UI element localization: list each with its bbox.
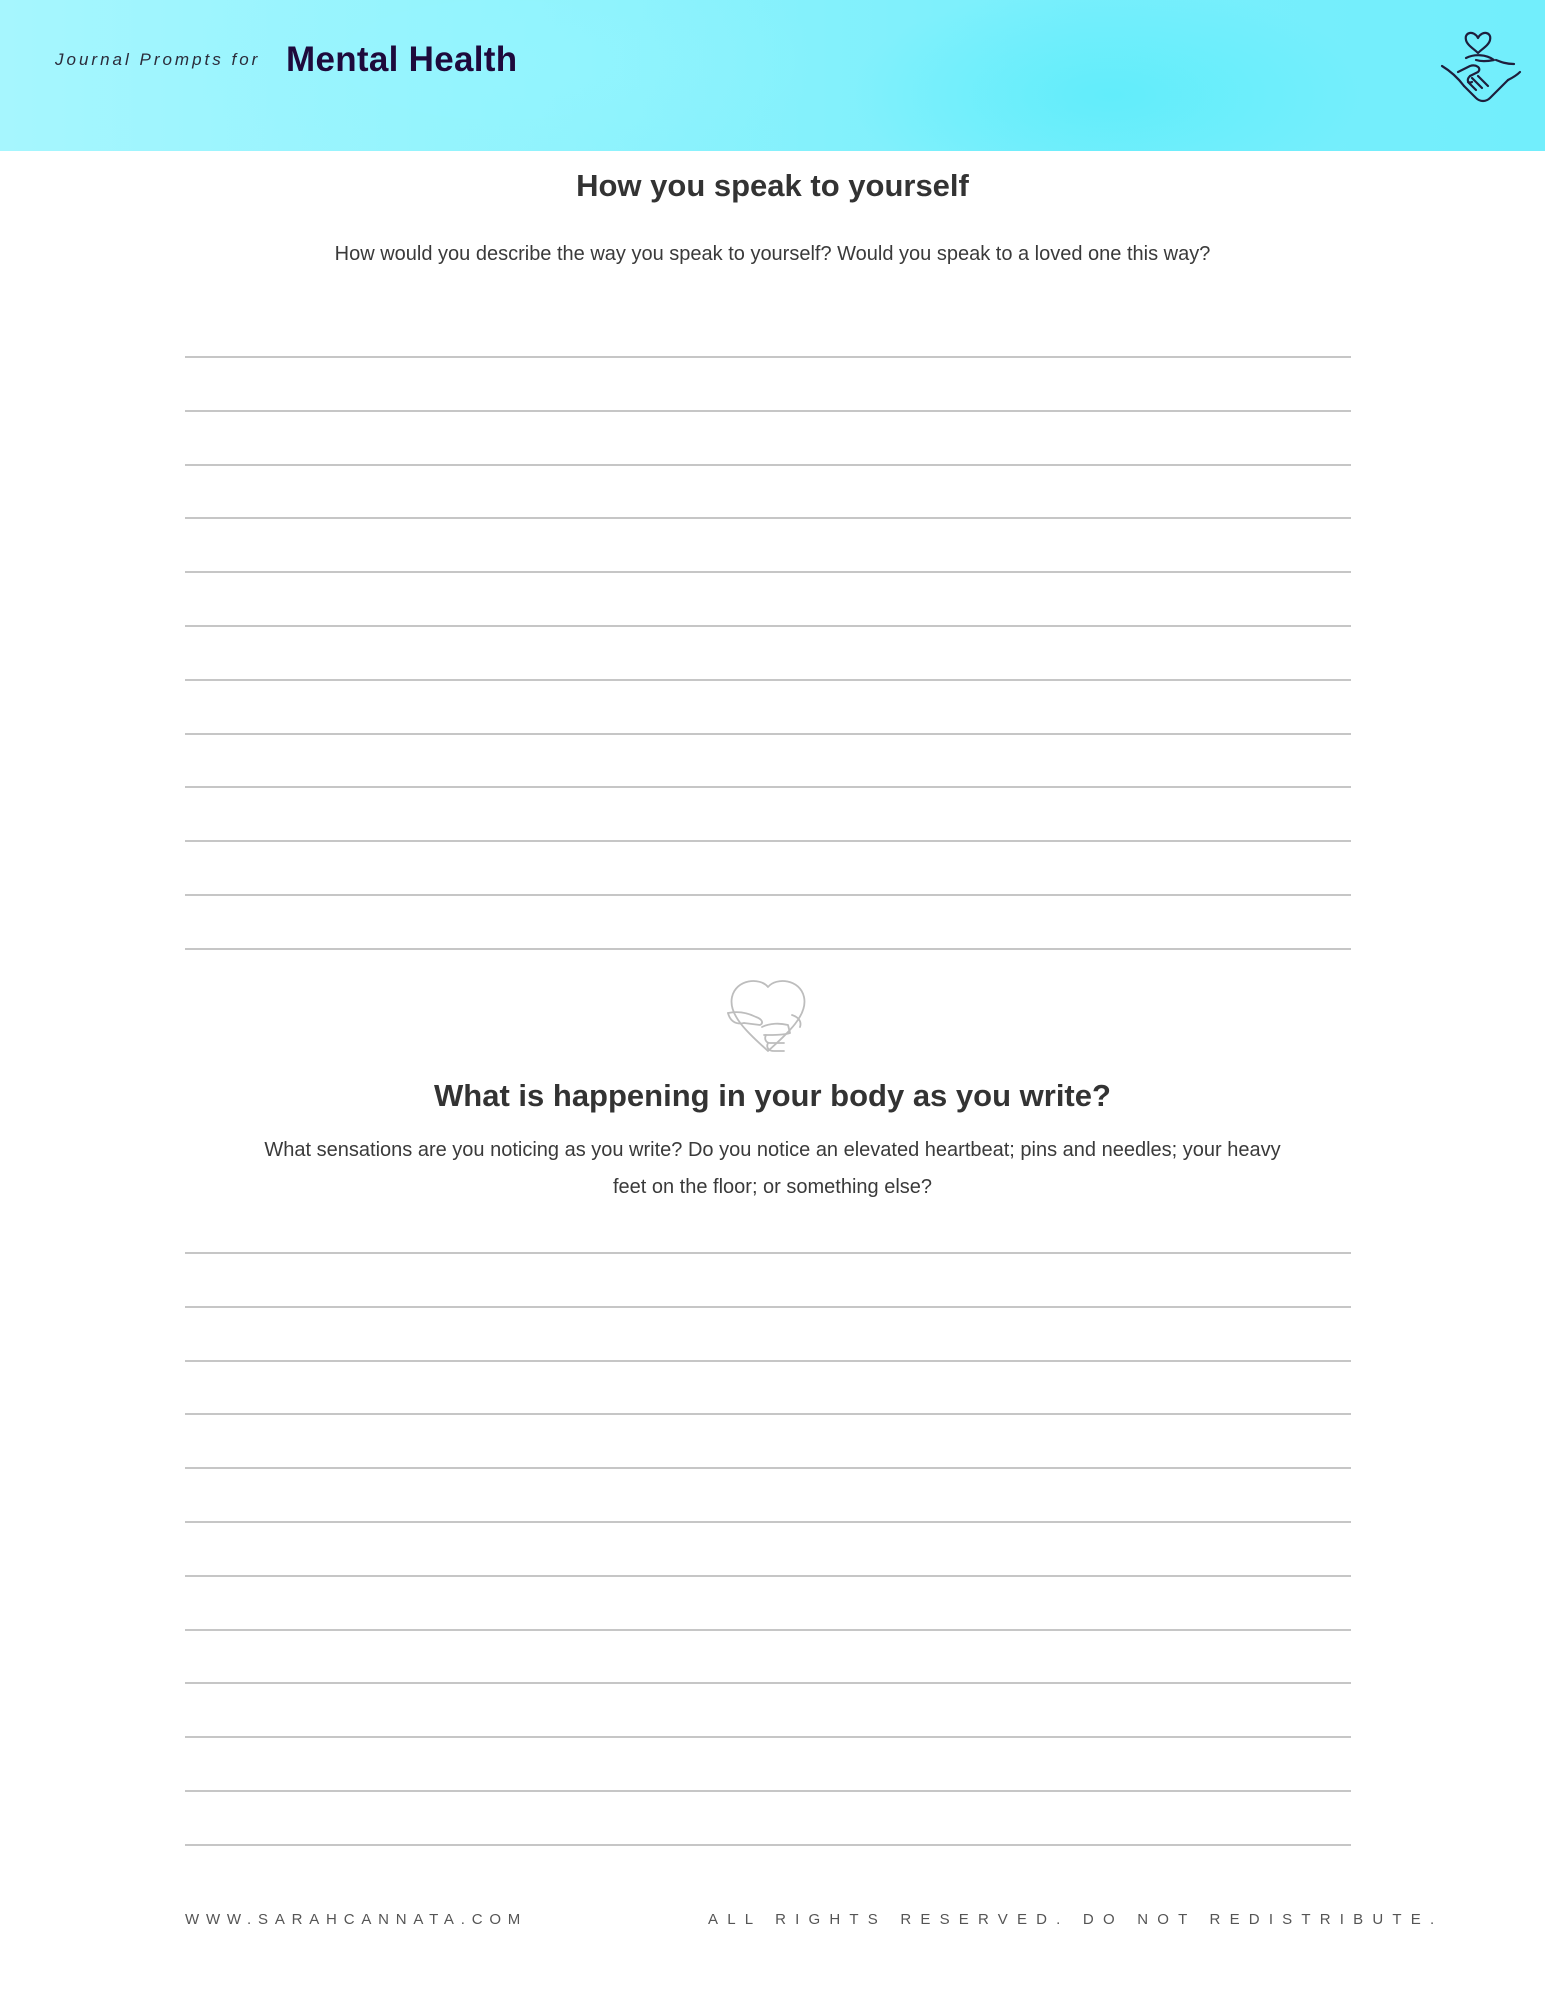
writing-line	[185, 840, 1351, 842]
writing-line	[185, 1736, 1351, 1738]
writing-line	[185, 679, 1351, 681]
writing-line	[185, 1682, 1351, 1684]
footer-website: WWW.SARAHCANNATA.COM	[185, 1911, 528, 1928]
prompt-line: feet on the floor; or something else?	[612, 1176, 933, 1198]
heart-handshake-icon	[1436, 24, 1526, 114]
writing-line	[185, 1629, 1351, 1631]
writing-line	[185, 517, 1351, 519]
writing-line	[185, 1306, 1351, 1308]
header-title: Mental Health	[286, 40, 518, 79]
writing-line	[185, 1467, 1351, 1469]
prompt-line: What sensations are you noticing as you write? Do you notice an elevated heartbeat; pins and needles; your heavy	[264, 1139, 1281, 1161]
writing-line	[185, 1360, 1351, 1362]
heart-hug-icon	[718, 977, 818, 1057]
section-title: How you speak to yourself	[576, 168, 969, 203]
writing-line	[185, 948, 1351, 950]
writing-area[interactable]	[185, 356, 1351, 950]
writing-line	[185, 1521, 1351, 1523]
writing-line	[185, 1252, 1351, 1254]
writing-line	[185, 1844, 1351, 1846]
section-title: What is happening in your body as you write?	[434, 1078, 1111, 1113]
writing-line	[185, 625, 1351, 627]
writing-line	[185, 571, 1351, 573]
writing-line	[185, 1575, 1351, 1577]
writing-line	[185, 1790, 1351, 1792]
writing-line	[185, 410, 1351, 412]
writing-line	[185, 733, 1351, 735]
prompt-line: How would you describe the way you speak to yourself? Would you speak to a loved one this way?	[334, 243, 1211, 265]
writing-line	[185, 1413, 1351, 1415]
footer-rights: ALL RIGHTS RESERVED. DO NOT REDISTRIBUTE.	[708, 1911, 1444, 1928]
writing-line	[185, 786, 1351, 788]
header-kicker: Journal Prompts for	[55, 50, 261, 69]
writing-area[interactable]	[185, 1252, 1351, 1846]
writing-line	[185, 464, 1351, 466]
header-band	[0, 0, 1545, 151]
section-prompt	[140, 1132, 1405, 1206]
writing-line	[185, 894, 1351, 896]
writing-line	[185, 356, 1351, 358]
section-prompt	[0, 236, 1545, 273]
